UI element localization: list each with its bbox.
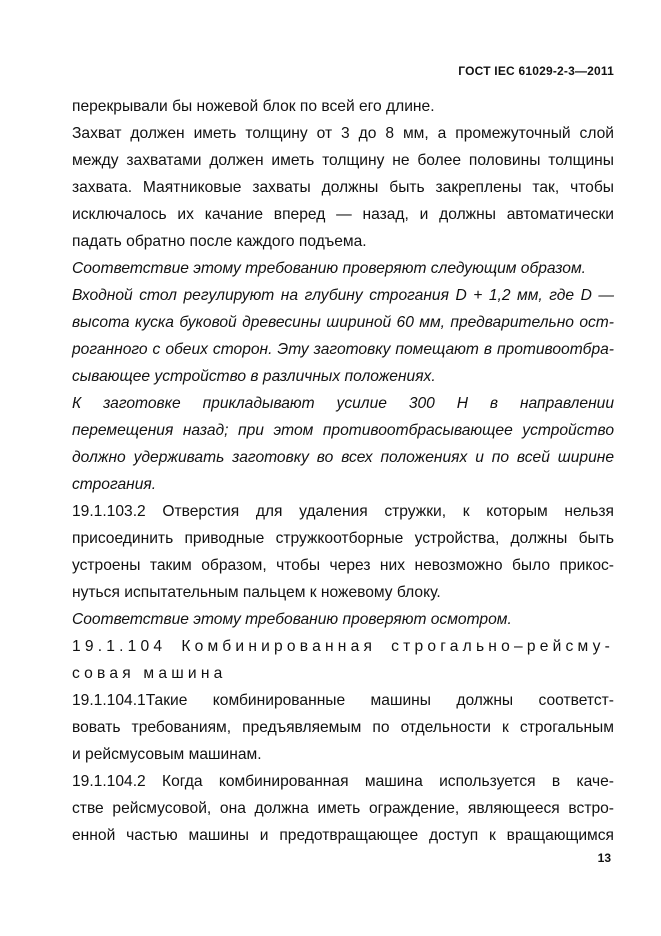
- text-line: между захватами должен иметь толщину не более половины толщины: [72, 152, 614, 169]
- text-line: строгания.: [72, 476, 157, 493]
- document-header: ГОСТ IEC 61029-2-3—2011: [458, 64, 614, 78]
- text-line: Входной стол регулируют на глубину строгания D + 1,2 мм, где D —: [72, 287, 614, 304]
- text-line: устроены таким образом, чтобы через них невозможно было прикос-: [72, 557, 614, 574]
- text-line: захвата. Маятниковые захваты должны быть закреплены так, чтобы: [72, 179, 614, 196]
- text-line: нуться испытательным пальцем к ножевому блоку.: [72, 584, 441, 601]
- text-line: исключалось их качание вперед — назад, и должны автоматически: [72, 206, 614, 223]
- text-line: К заготовке прикладывают усилие 300 Н в направлении: [72, 395, 614, 412]
- text-line: 19.1.104.2 Когда комбинированная машина используется в каче-: [72, 773, 614, 790]
- text-line: Захват должен иметь толщину от 3 до 8 мм, а промежуточный слой: [72, 125, 614, 142]
- text-line: перемещения назад; при этом противоотбрасывающее устройство: [72, 422, 614, 439]
- text-line: и рейсмусовым машинам.: [72, 746, 262, 763]
- text-line: присоединить приводные стружкоотборные устройства, должны быть: [72, 530, 614, 547]
- text-line: должно удерживать заготовку во всех положениях и по всей ширине: [72, 449, 614, 466]
- text-line: роганного с обеих сторон. Эту заготовку помещают в противоотбра-: [72, 341, 614, 358]
- text-line: сывающее устройство в различных положениях.: [72, 368, 436, 385]
- section-heading-line: 19.1.104 Комбинированная строгально–рейсму-: [72, 638, 614, 655]
- page-number: 13: [597, 851, 611, 865]
- text-line: Соответствие этому требованию проверяют осмотром.: [72, 611, 512, 628]
- text-line: 19.1.104.1Такие комбинированные машины должны соответст-: [72, 692, 614, 709]
- section-heading-line: совая машина: [72, 665, 227, 682]
- text-line: енной частью машины и предотвращающее доступ к вращающимся: [72, 827, 614, 844]
- text-line: высота куска буковой древесины шириной 60 мм, предварительно ост-: [72, 314, 614, 331]
- text-line: вовать требованиям, предъявляемым по отдельности к строгальным: [72, 719, 614, 736]
- text-line: 19.1.103.2 Отверстия для удаления стружки, к которым нельзя: [72, 503, 614, 520]
- text-line: перекрывали бы ножевой блок по всей его длине.: [72, 98, 435, 115]
- text-line: падать обратно после каждого подъема.: [72, 233, 367, 250]
- text-line: Соответствие этому требованию проверяют следующим образом.: [72, 260, 586, 277]
- text-line: стве рейсмусовой, она должна иметь ограждение, являющееся встро-: [72, 800, 614, 817]
